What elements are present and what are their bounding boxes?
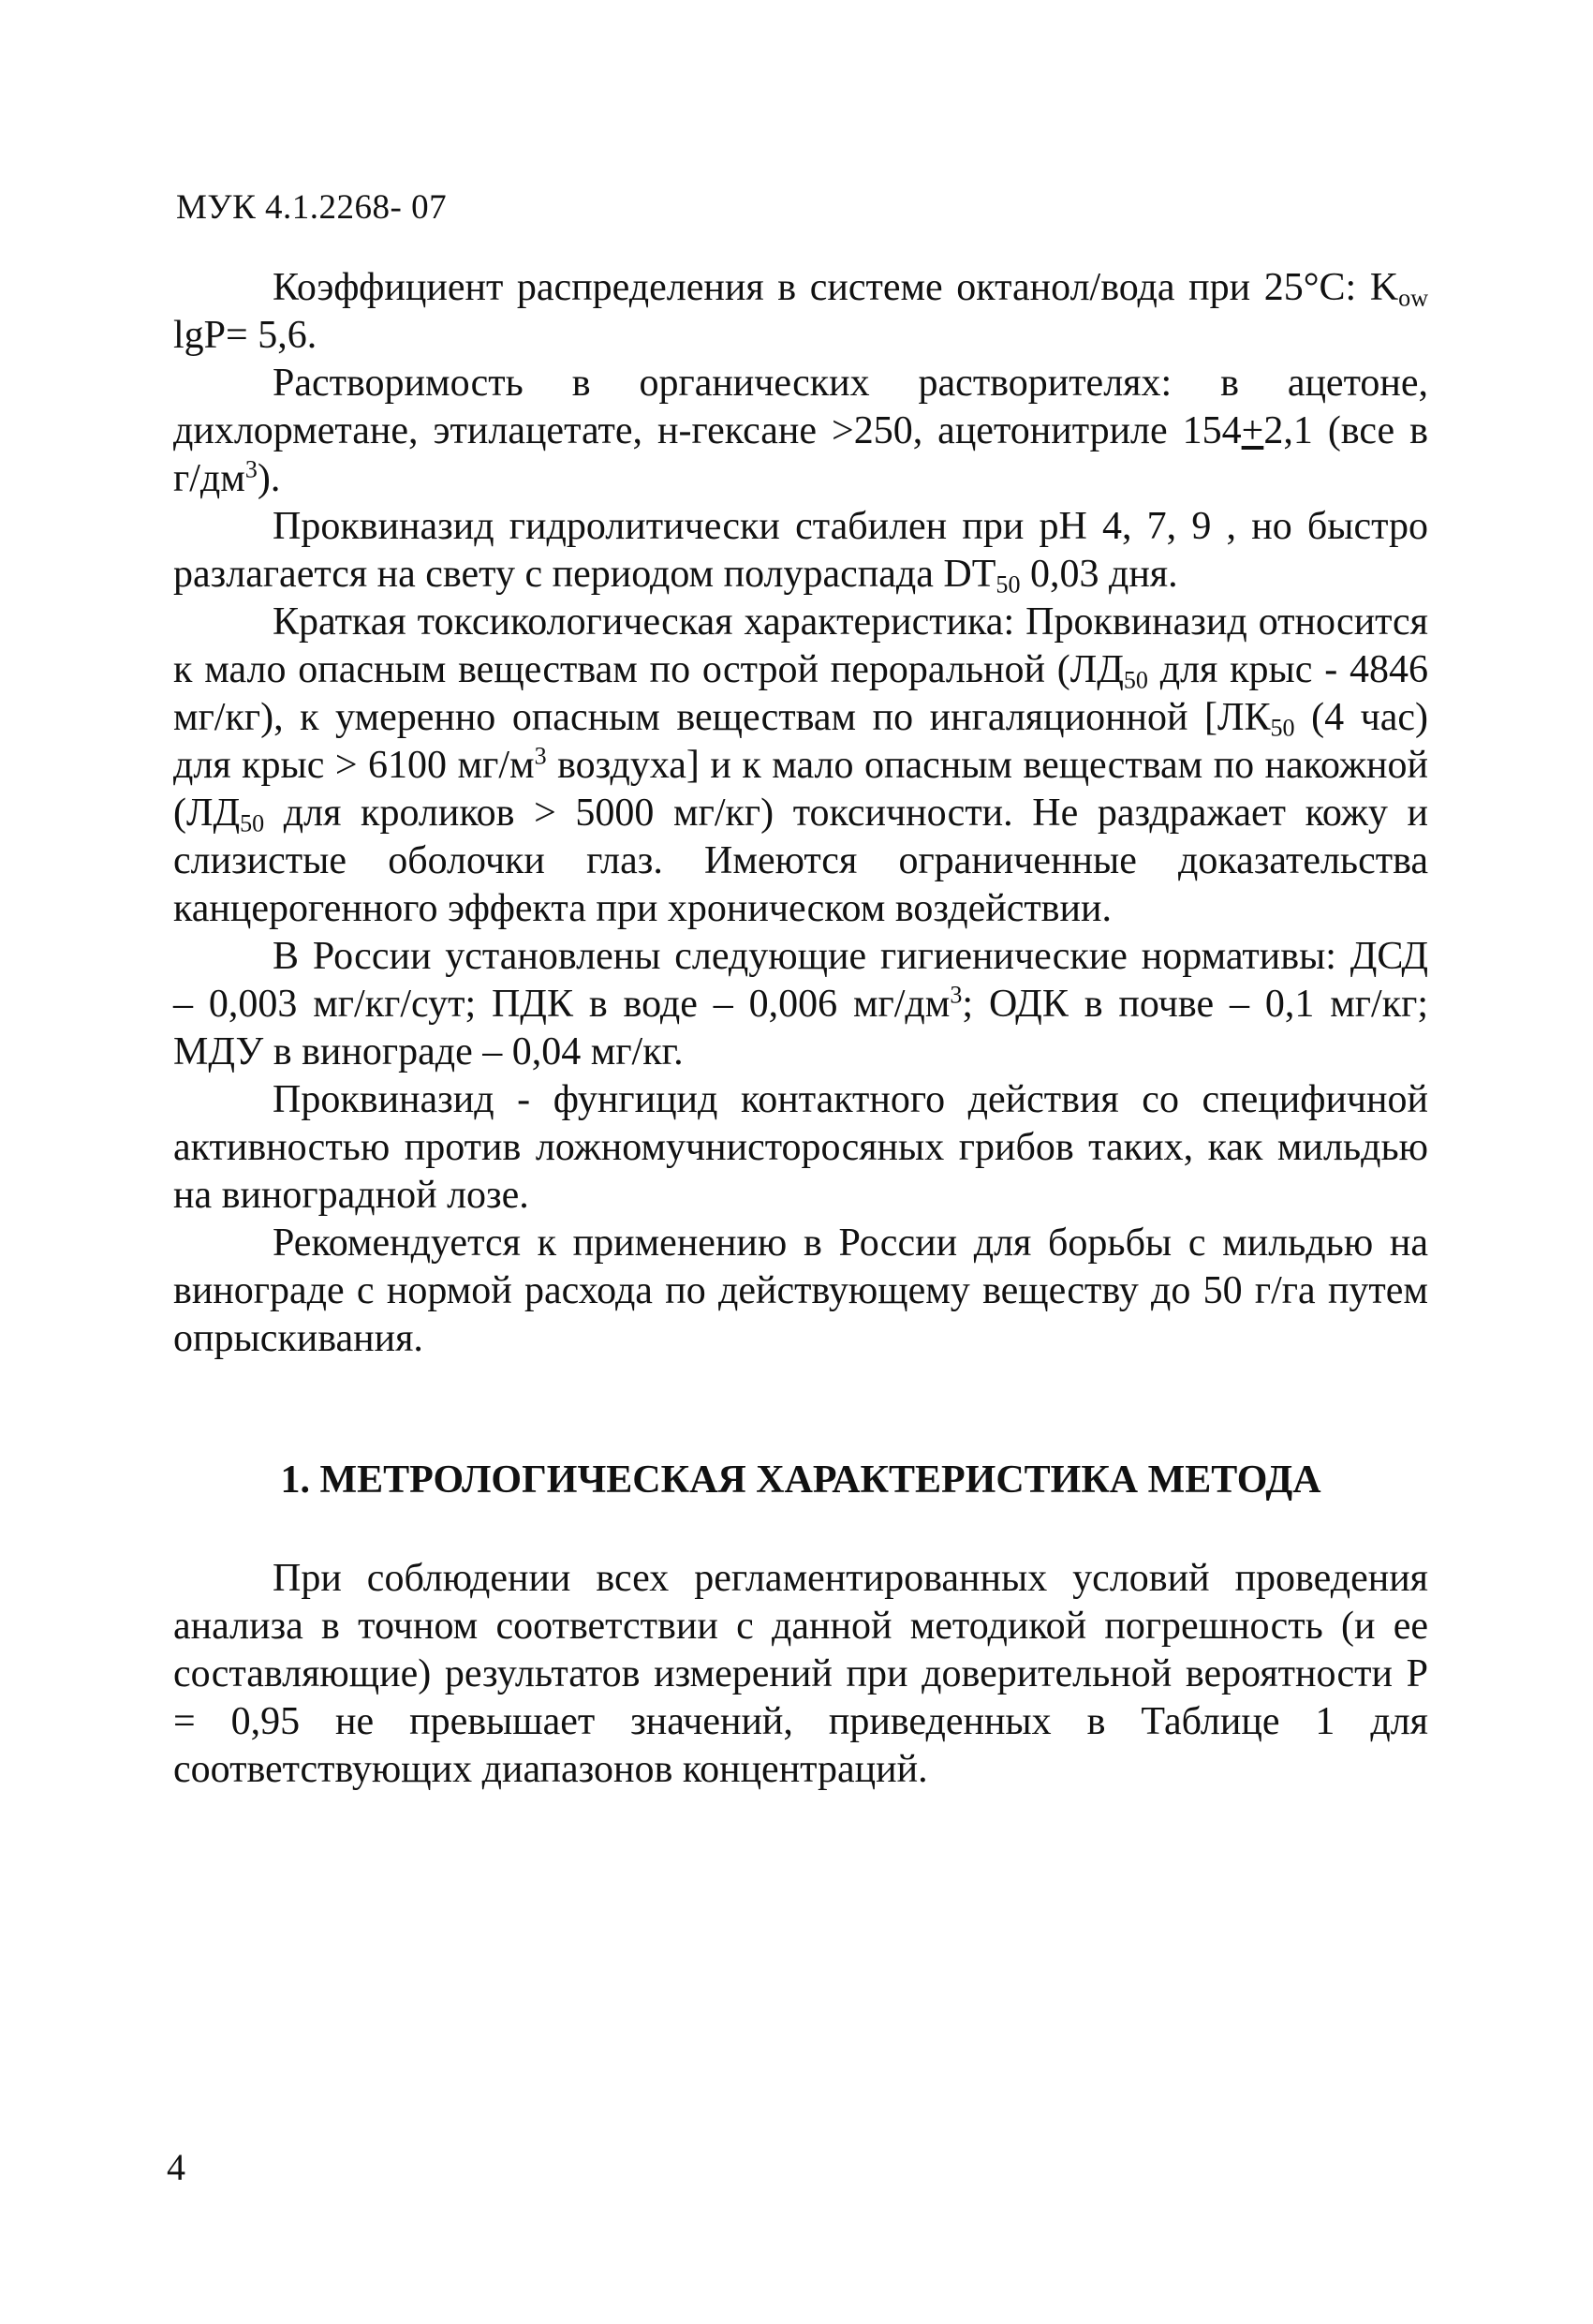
p4-text-4: воздуха] и к мало опасным веществам по накожной (ЛД [173, 744, 1428, 835]
p4-subscript-3: 50 [240, 809, 265, 837]
p5-text: В России установлены следующие гигиенические нормативы: ДСД – 0,003 мг/кг/сут; ПДК в воде – 0,006 мг/дм [173, 935, 1428, 1026]
body-text [173, 264, 1428, 1363]
paragraph-metrology: При соблюдении всех регламентированных условий проведения анализа в точном соответствии с данной методикой погрешность (и ее составляющие) результатов измерений при доверительной вероятности Р = 0,95 не превышает значений, приведенных в Таблице 1 для соответствующих диапазонов концентраций. [173, 1557, 1428, 1791]
p4-text-2: для крыс - 4846 мг/кг), к умеренно опасным веществам по ингаляционной [ЛК [173, 648, 1428, 739]
p4-superscript: 3 [534, 742, 547, 770]
p2-plusminus: + [1241, 409, 1264, 452]
p4-text-end: для кроликов > 5000 мг/кг) токсичности. Не раздражает кожу и слизистые оболочки глаз. Имеются ограниченные доказательства канцерогенного эффекта при хроническом воздействии. [173, 792, 1428, 930]
p1-text: Коэффициент распределения в системе октанол/вода при 25°С: K [273, 266, 1399, 309]
p4-subscript-1: 50 [1123, 666, 1148, 694]
page-number: 4 [167, 2146, 185, 2188]
section-heading: 1. МЕТРОЛОГИЧЕСКАЯ ХАРАКТЕРИСТИКА МЕТОДА [280, 1458, 1321, 1502]
p2-superscript: 3 [244, 455, 258, 483]
paragraph-hygienic-norms [173, 933, 1428, 1076]
paragraph-hydrolysis [173, 503, 1428, 599]
p5-text-end: ; ОДК в почве – 0,1 мг/кг; МДУ в винограде – 0,04 мг/кг. [173, 983, 1428, 1073]
p3-text-end: 0,03 дня. [1020, 553, 1178, 596]
p4-text-3: (4 час) для крыс > 6100 мг/м [173, 696, 1428, 787]
section-body [173, 1555, 1428, 1794]
paragraph-solubility [173, 360, 1428, 503]
p2-text-mid: 2,1 (все в г/дм [173, 409, 1428, 500]
p3-text: Проквиназид гидролитически стабилен при рН 4, 7, 9 , но быстро разлагается на свету с периодом полураспада DT [173, 505, 1428, 596]
p2-text-end: ). [257, 457, 281, 500]
paragraph-fungicide: Проквиназид - фунгицид контактного действия со специфичной активностью против ложномучнисторосяных грибов таких, как мильдью на виноградной лозе. [173, 1078, 1428, 1217]
p4-subscript-2: 50 [1270, 714, 1295, 742]
p1-text-end: lgP= 5,6. [173, 314, 317, 357]
paragraph-recommendation: Рекомендуется к применению в России для борьбы с мильдью на винограде с нормой расхода по действующему веществу до 50 г/га путем опрыскивания. [173, 1221, 1428, 1360]
p1-subscript: ow [1398, 284, 1428, 312]
document-code-header: МУК 4.1.2268- 07 [176, 188, 448, 227]
p5-superscript: 3 [950, 981, 963, 1009]
paragraph-partition-coefficient [173, 264, 1428, 360]
p3-subscript: 50 [996, 570, 1021, 599]
paragraph-toxicology [173, 599, 1428, 933]
p2-text: Растворимость в органических растворителях: в ацетоне, дихлорметане, этилацетате, н-гексане >250, ацетонитриле 154 [173, 362, 1428, 452]
p4-text: Краткая токсикологическая характеристика: Проквиназид относится к мало опасным веществам по острой пероральной (ЛД [173, 600, 1428, 691]
